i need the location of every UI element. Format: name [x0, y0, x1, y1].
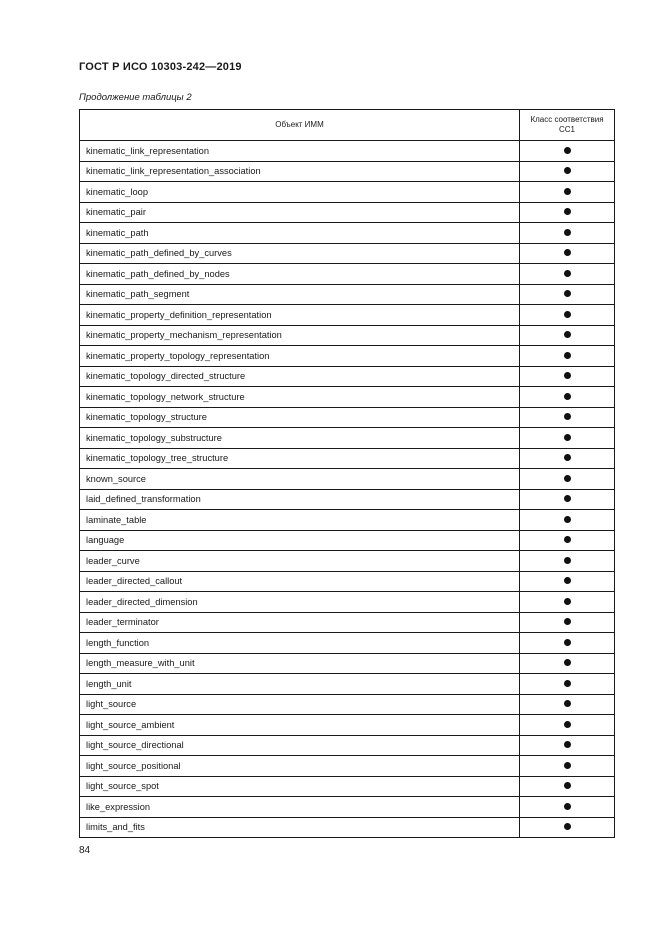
filled-circle-icon [564, 495, 571, 502]
table-row [80, 428, 615, 449]
entity-name-cell: kinematic_topology_network_structure [80, 387, 520, 408]
entity-name-cell: length_measure_with_unit [80, 653, 520, 674]
filled-circle-icon [564, 434, 571, 441]
filled-circle-icon [564, 618, 571, 625]
filled-circle-icon [564, 680, 571, 687]
table-row [80, 694, 615, 715]
entity-name-cell: laminate_table [80, 510, 520, 531]
filled-circle-icon [564, 823, 571, 830]
cc1-cell [520, 817, 615, 838]
filled-circle-icon [564, 229, 571, 236]
entity-name-cell: kinematic_path_defined_by_curves [80, 243, 520, 264]
cc1-cell [520, 325, 615, 346]
table-caption: Продолжение таблицы 2 [79, 92, 192, 103]
conformance-table [79, 109, 615, 838]
cc1-cell [520, 448, 615, 469]
filled-circle-icon [564, 393, 571, 400]
filled-circle-icon [564, 249, 571, 256]
page-number: 84 [79, 845, 91, 856]
entity-name-cell: leader_curve [80, 551, 520, 572]
table-row [80, 305, 615, 326]
entity-name-cell: kinematic_pair [80, 202, 520, 223]
cc1-cell [520, 366, 615, 387]
table-row [80, 264, 615, 285]
cc1-cell [520, 387, 615, 408]
entity-name-cell: kinematic_link_representation_association [80, 161, 520, 182]
cc1-cell [520, 653, 615, 674]
entity-name-cell: leader_directed_dimension [80, 592, 520, 613]
table-row [80, 346, 615, 367]
entity-name-cell: kinematic_topology_tree_structure [80, 448, 520, 469]
filled-circle-icon [564, 577, 571, 584]
filled-circle-icon [564, 311, 571, 318]
table-row [80, 223, 615, 244]
cc1-cell [520, 428, 615, 449]
table-row [80, 448, 615, 469]
filled-circle-icon [564, 208, 571, 215]
cc1-cell [520, 756, 615, 777]
table-row [80, 141, 615, 162]
table-header-row [80, 110, 615, 141]
cc1-cell [520, 571, 615, 592]
cc1-cell [520, 674, 615, 695]
entity-name-cell: kinematic_topology_structure [80, 407, 520, 428]
filled-circle-icon [564, 721, 571, 728]
cc1-cell [520, 735, 615, 756]
entity-name-cell: like_expression [80, 797, 520, 818]
table-row [80, 551, 615, 572]
table-row [80, 612, 615, 633]
entity-name-cell: kinematic_property_definition_representation [80, 305, 520, 326]
entity-name-cell: light_source [80, 694, 520, 715]
filled-circle-icon [564, 700, 571, 707]
cc1-cell [520, 182, 615, 203]
entity-name-cell: kinematic_path_defined_by_nodes [80, 264, 520, 285]
table-row [80, 776, 615, 797]
table-body [80, 141, 615, 838]
filled-circle-icon [564, 803, 571, 810]
filled-circle-icon [564, 454, 571, 461]
cc1-cell [520, 633, 615, 654]
entity-name-cell: light_source_positional [80, 756, 520, 777]
filled-circle-icon [564, 475, 571, 482]
entity-name-cell: length_function [80, 633, 520, 654]
filled-circle-icon [564, 741, 571, 748]
filled-circle-icon [564, 290, 571, 297]
table-row [80, 407, 615, 428]
table-row [80, 817, 615, 838]
filled-circle-icon [564, 372, 571, 379]
entity-name-cell: kinematic_property_topology_representation [80, 346, 520, 367]
cc1-cell [520, 489, 615, 510]
filled-circle-icon [564, 659, 571, 666]
entity-name-cell: light_source_ambient [80, 715, 520, 736]
table-row [80, 571, 615, 592]
column-header-conformance-class [520, 110, 615, 141]
cc1-cell [520, 510, 615, 531]
filled-circle-icon [564, 598, 571, 605]
cc1-cell [520, 202, 615, 223]
table-row [80, 633, 615, 654]
column-header-object: Объект ИММ [80, 110, 520, 141]
filled-circle-icon [564, 516, 571, 523]
filled-circle-icon [564, 557, 571, 564]
entity-name-cell: known_source [80, 469, 520, 490]
entity-name-cell: kinematic_topology_directed_structure [80, 366, 520, 387]
filled-circle-icon [564, 352, 571, 359]
entity-name-cell: kinematic_property_mechanism_representation [80, 325, 520, 346]
cc1-cell [520, 305, 615, 326]
table-row [80, 530, 615, 551]
entity-name-cell: leader_terminator [80, 612, 520, 633]
table-row [80, 797, 615, 818]
cc1-cell [520, 592, 615, 613]
filled-circle-icon [564, 331, 571, 338]
filled-circle-icon [564, 147, 571, 154]
cc1-cell [520, 469, 615, 490]
entity-name-cell: kinematic_loop [80, 182, 520, 203]
filled-circle-icon [564, 762, 571, 769]
entity-name-cell: language [80, 530, 520, 551]
cc1-cell [520, 612, 615, 633]
table-row [80, 715, 615, 736]
entity-name-cell: length_unit [80, 674, 520, 695]
table-row [80, 161, 615, 182]
column-header-class-label: Класс соответствия [530, 115, 604, 124]
cc1-cell [520, 264, 615, 285]
cc1-cell [520, 243, 615, 264]
cc1-cell [520, 530, 615, 551]
cc1-cell [520, 161, 615, 182]
table-row [80, 284, 615, 305]
table-row [80, 653, 615, 674]
entity-name-cell: kinematic_path_segment [80, 284, 520, 305]
cc1-cell [520, 776, 615, 797]
table-row [80, 387, 615, 408]
filled-circle-icon [564, 188, 571, 195]
cc1-cell [520, 346, 615, 367]
cc1-cell [520, 551, 615, 572]
filled-circle-icon [564, 782, 571, 789]
table-row [80, 674, 615, 695]
filled-circle-icon [564, 167, 571, 174]
entity-name-cell: kinematic_link_representation [80, 141, 520, 162]
column-header-cc1-label: CC1 [558, 125, 575, 134]
table-row [80, 756, 615, 777]
cc1-cell [520, 223, 615, 244]
entity-name-cell: limits_and_fits [80, 817, 520, 838]
table-row [80, 366, 615, 387]
table-row [80, 182, 615, 203]
table-row [80, 325, 615, 346]
entity-name-cell: kinematic_topology_substructure [80, 428, 520, 449]
table-row [80, 469, 615, 490]
document-header: ГОСТ Р ИСО 10303-242—2019 [79, 61, 242, 73]
filled-circle-icon [564, 536, 571, 543]
entity-name-cell: light_source_spot [80, 776, 520, 797]
entity-name-cell: laid_defined_transformation [80, 489, 520, 510]
filled-circle-icon [564, 413, 571, 420]
filled-circle-icon [564, 639, 571, 646]
table-row [80, 735, 615, 756]
entity-name-cell: light_source_directional [80, 735, 520, 756]
cc1-cell [520, 694, 615, 715]
cc1-cell [520, 407, 615, 428]
table-row [80, 243, 615, 264]
table-row [80, 592, 615, 613]
table-row [80, 510, 615, 531]
cc1-cell [520, 797, 615, 818]
filled-circle-icon [564, 270, 571, 277]
entity-name-cell: leader_directed_callout [80, 571, 520, 592]
entity-name-cell: kinematic_path [80, 223, 520, 244]
table-row [80, 489, 615, 510]
table-row [80, 202, 615, 223]
cc1-cell [520, 715, 615, 736]
cc1-cell [520, 141, 615, 162]
cc1-cell [520, 284, 615, 305]
